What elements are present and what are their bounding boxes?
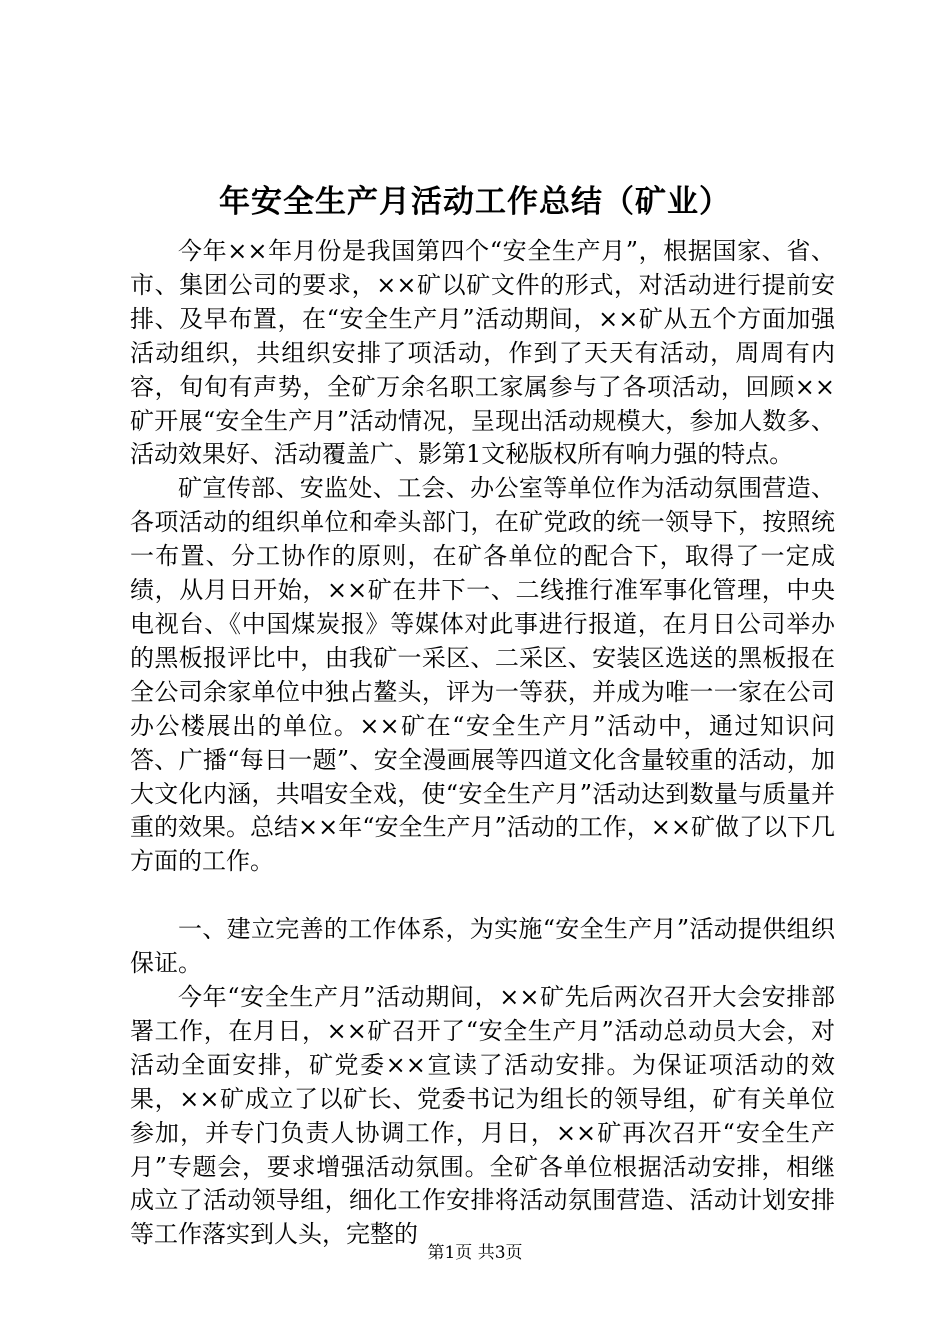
document-body [130, 235, 835, 1252]
body-paragraph: 矿宣传部、安监处、工会、办公室等单位作为活动氛围营造、各项活动的组织单位和牵头部门，在矿党政的统一领导下，按照统一布置、分工协作的原则，在矿各单位的配合下，取得了一定成绩，从月日开始，××矿在井下一、二线推行准军事化管理，中央电视台、《中国煤炭报》等媒体对此事进行报道，在月日公司举办的黑板报评比中，由我矿一采区、二采区、安装区选送的黑板报在全公司余家单位中独占鳌头，评为一等获，并成为唯一一家在公司办公楼展出的单位。××矿在“安全生产月”活动中，通过知识问答、广播“每日一题”、安全漫画展等四道文化含量较重的活动，加大文化内涵，共唱安全戏，使“安全生产月”活动达到数量与质量并重的效果。总结××年“安全生产月”活动的工作，××矿做了以下几方面的工作。 [130, 474, 835, 876]
page-footer: 第1页 共3页 [427, 1243, 523, 1263]
section-heading: 一、建立完善的工作体系，为实施“安全生产月”活动提供组织保证。 [130, 915, 835, 978]
paragraph-spacer [130, 879, 835, 913]
body-paragraph: 今年“安全生产月”活动期间，××矿先后两次召开大会安排部署工作，在月日，××矿召开了“安全生产月”活动总动员大会，对活动全面安排，矿党委××宣读了活动安排。为保证项活动的效果，××矿成立了以矿长、党委书记为组长的领导组，矿有关单位参加，并专门负责人协调工作，月日，××矿再次召开“安全生产月”专题会，要求增强活动氛围。全矿各单位根据活动安排，相继成立了活动领导组，细化工作安排将活动氛围营造、活动计划安排等工作落实到人头，完整的 [130, 983, 835, 1249]
document-title: 年安全生产月活动工作总结（矿业） [219, 184, 731, 220]
body-paragraph: 今年××年月份是我国第四个“安全生产月”，根据国家、省、市、集团公司的要求，××矿以矿文件的形式，对活动进行提前安排、及早布置，在“安全生产月”活动期间，××矿从五个方面加强活动组织，共组织安排了项活动，作到了天天有活动，周周有内容，旬旬有声势，全矿万余名职工家属参与了各项活动，回顾××矿开展“安全生产月”活动情况，呈现出活动规模大，参加人数多、活动效果好、活动覆盖广、影第1文秘版权所有响力强的特点。 [130, 237, 835, 469]
